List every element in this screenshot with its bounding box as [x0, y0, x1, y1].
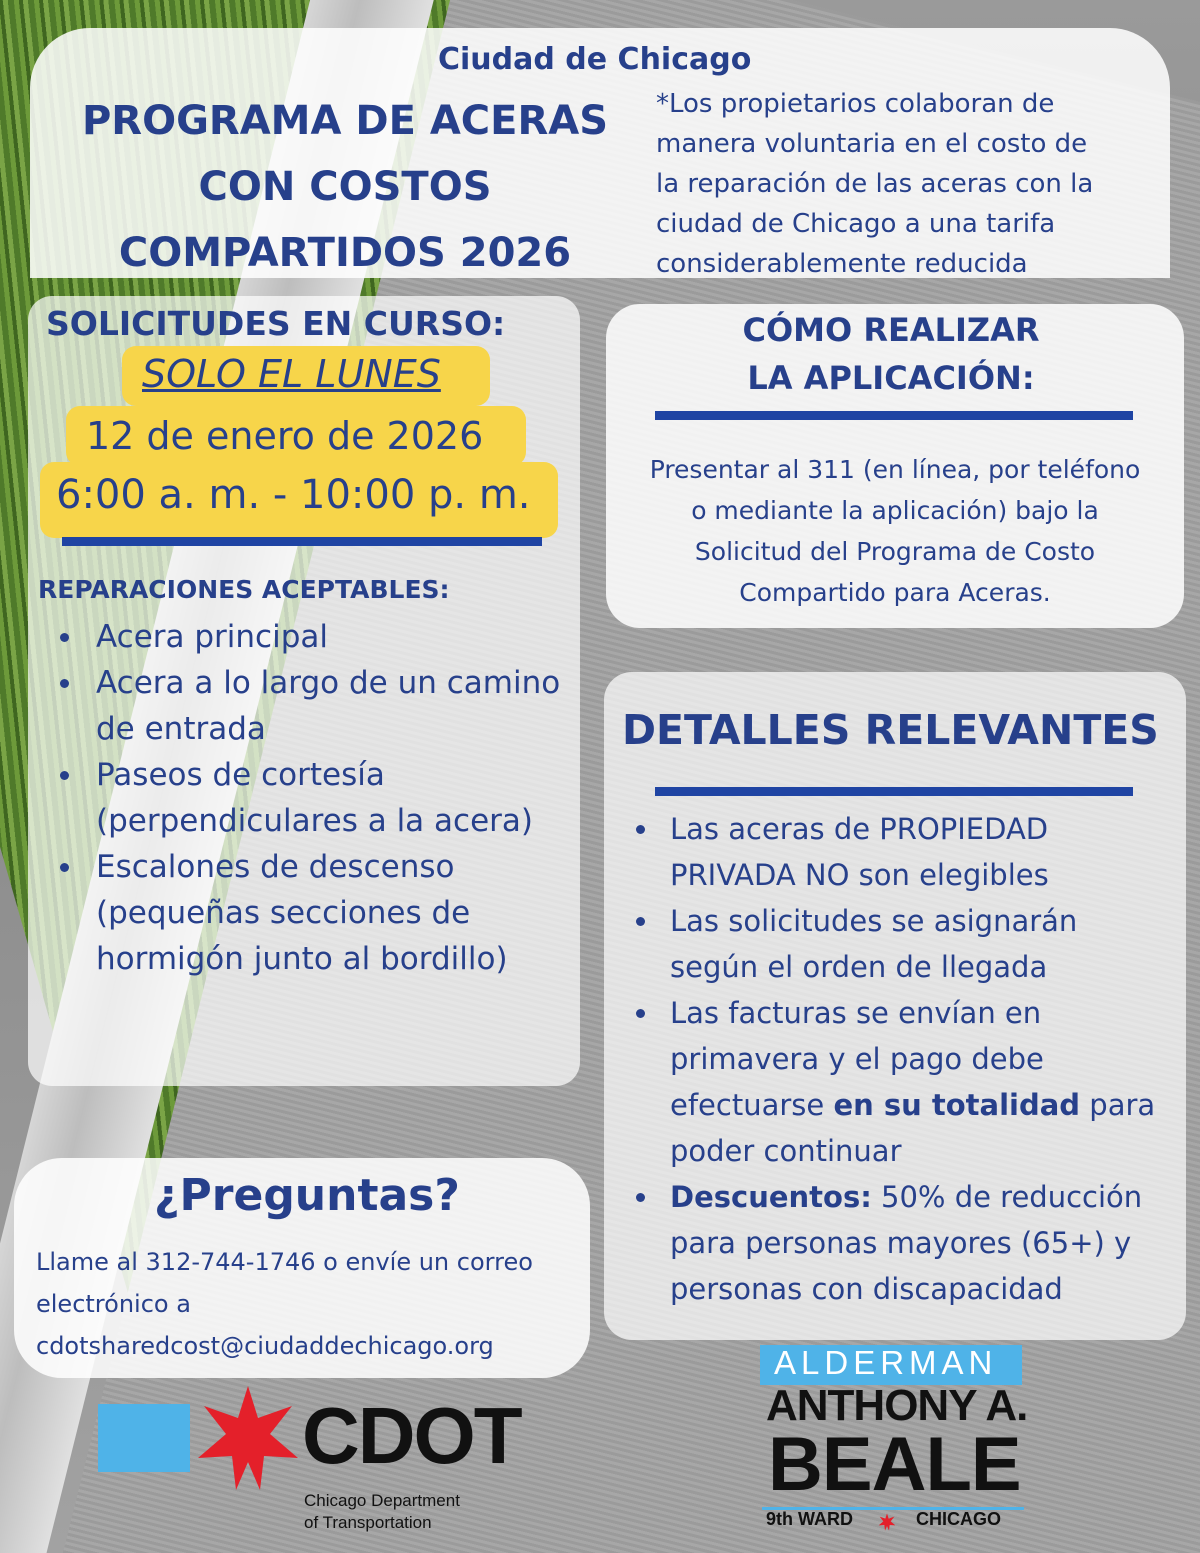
list-item: Acera a lo largo de un camino de entrada	[36, 660, 576, 752]
cdot-subtitle: Chicago Department of Transportation	[304, 1491, 460, 1532]
cdot-logo	[98, 1391, 521, 1538]
date-text: 12 de enero de 2026	[86, 414, 484, 458]
hours-text: 6:00 a. m. - 10:00 p. m.	[56, 472, 531, 518]
applications-divider	[62, 537, 542, 546]
city-label: Ciudad de Chicago	[438, 42, 752, 77]
star-icon	[198, 1384, 298, 1492]
alderman-ward: 9th WARD	[766, 1509, 853, 1529]
alderman-name-line2: BEALE	[768, 1422, 1021, 1507]
star-icon	[878, 1513, 896, 1531]
list-item: Acera principal	[36, 614, 576, 660]
repairs-list	[36, 614, 576, 982]
how-to-heading: CÓMO REALIZAR LA APLICACIÓN:	[742, 311, 1040, 397]
list-item: Paseos de cortesía (perpendiculares a la acera)	[36, 752, 576, 844]
questions-body: Llame al 312-744-1746 o envíe un correo electrónico a cdotsharedcost@ciudaddechicago.org	[36, 1248, 533, 1360]
repairs-heading: REPARACIONES ACEPTABLES:	[38, 575, 450, 604]
alderman-city: CHICAGO	[916, 1509, 1001, 1529]
applications-heading: SOLICITUDES EN CURSO:	[46, 304, 506, 343]
details-list	[616, 806, 1168, 1312]
program-note: *Los propietarios colaboran de manera voluntaria en el costo de la reparación de las aceras con la ciudad de Chicago a una tarifa considerablemente reducida	[656, 89, 1094, 279]
alderman-title: ALDERMAN	[774, 1344, 998, 1381]
list-item: Las solicitudes se asignarán según el orden de llegada	[616, 898, 1168, 990]
list-item: Descuentos: 50% de reducción para personas mayores (65+) y personas con discapacidad	[616, 1174, 1168, 1312]
list-item: Las aceras de PROPIEDAD PRIVADA NO son elegibles	[616, 806, 1168, 898]
program-title: PROGRAMA DE ACERAS CON COSTOS COMPARTIDOS 2026	[81, 98, 609, 276]
cdot-wordmark: CDOT	[302, 1391, 521, 1480]
list-item: Escalones de descenso (pequeñas secciones de hormigón junto al bordillo)	[36, 844, 576, 982]
details-divider	[655, 787, 1133, 796]
day-text: SOLO EL LUNES	[142, 352, 441, 396]
list-item: Las facturas se envían en primavera y el pago debe efectuarse en su totalidad para poder continuar	[616, 990, 1168, 1174]
flag-blue-square	[98, 1404, 190, 1472]
how-to-divider	[655, 411, 1133, 420]
questions-heading: ¿Preguntas?	[154, 1170, 460, 1221]
alderman-logo	[760, 1345, 1030, 1535]
how-to-body: Presentar al 311 (en línea, por teléfono o mediante la aplicación) bajo la Solicitud del Programa de Costo Compartido para Aceras.	[649, 455, 1141, 607]
details-heading: DETALLES RELEVANTES	[622, 706, 1159, 754]
alderman-name-line1: ANTHONY A.	[766, 1381, 1028, 1430]
